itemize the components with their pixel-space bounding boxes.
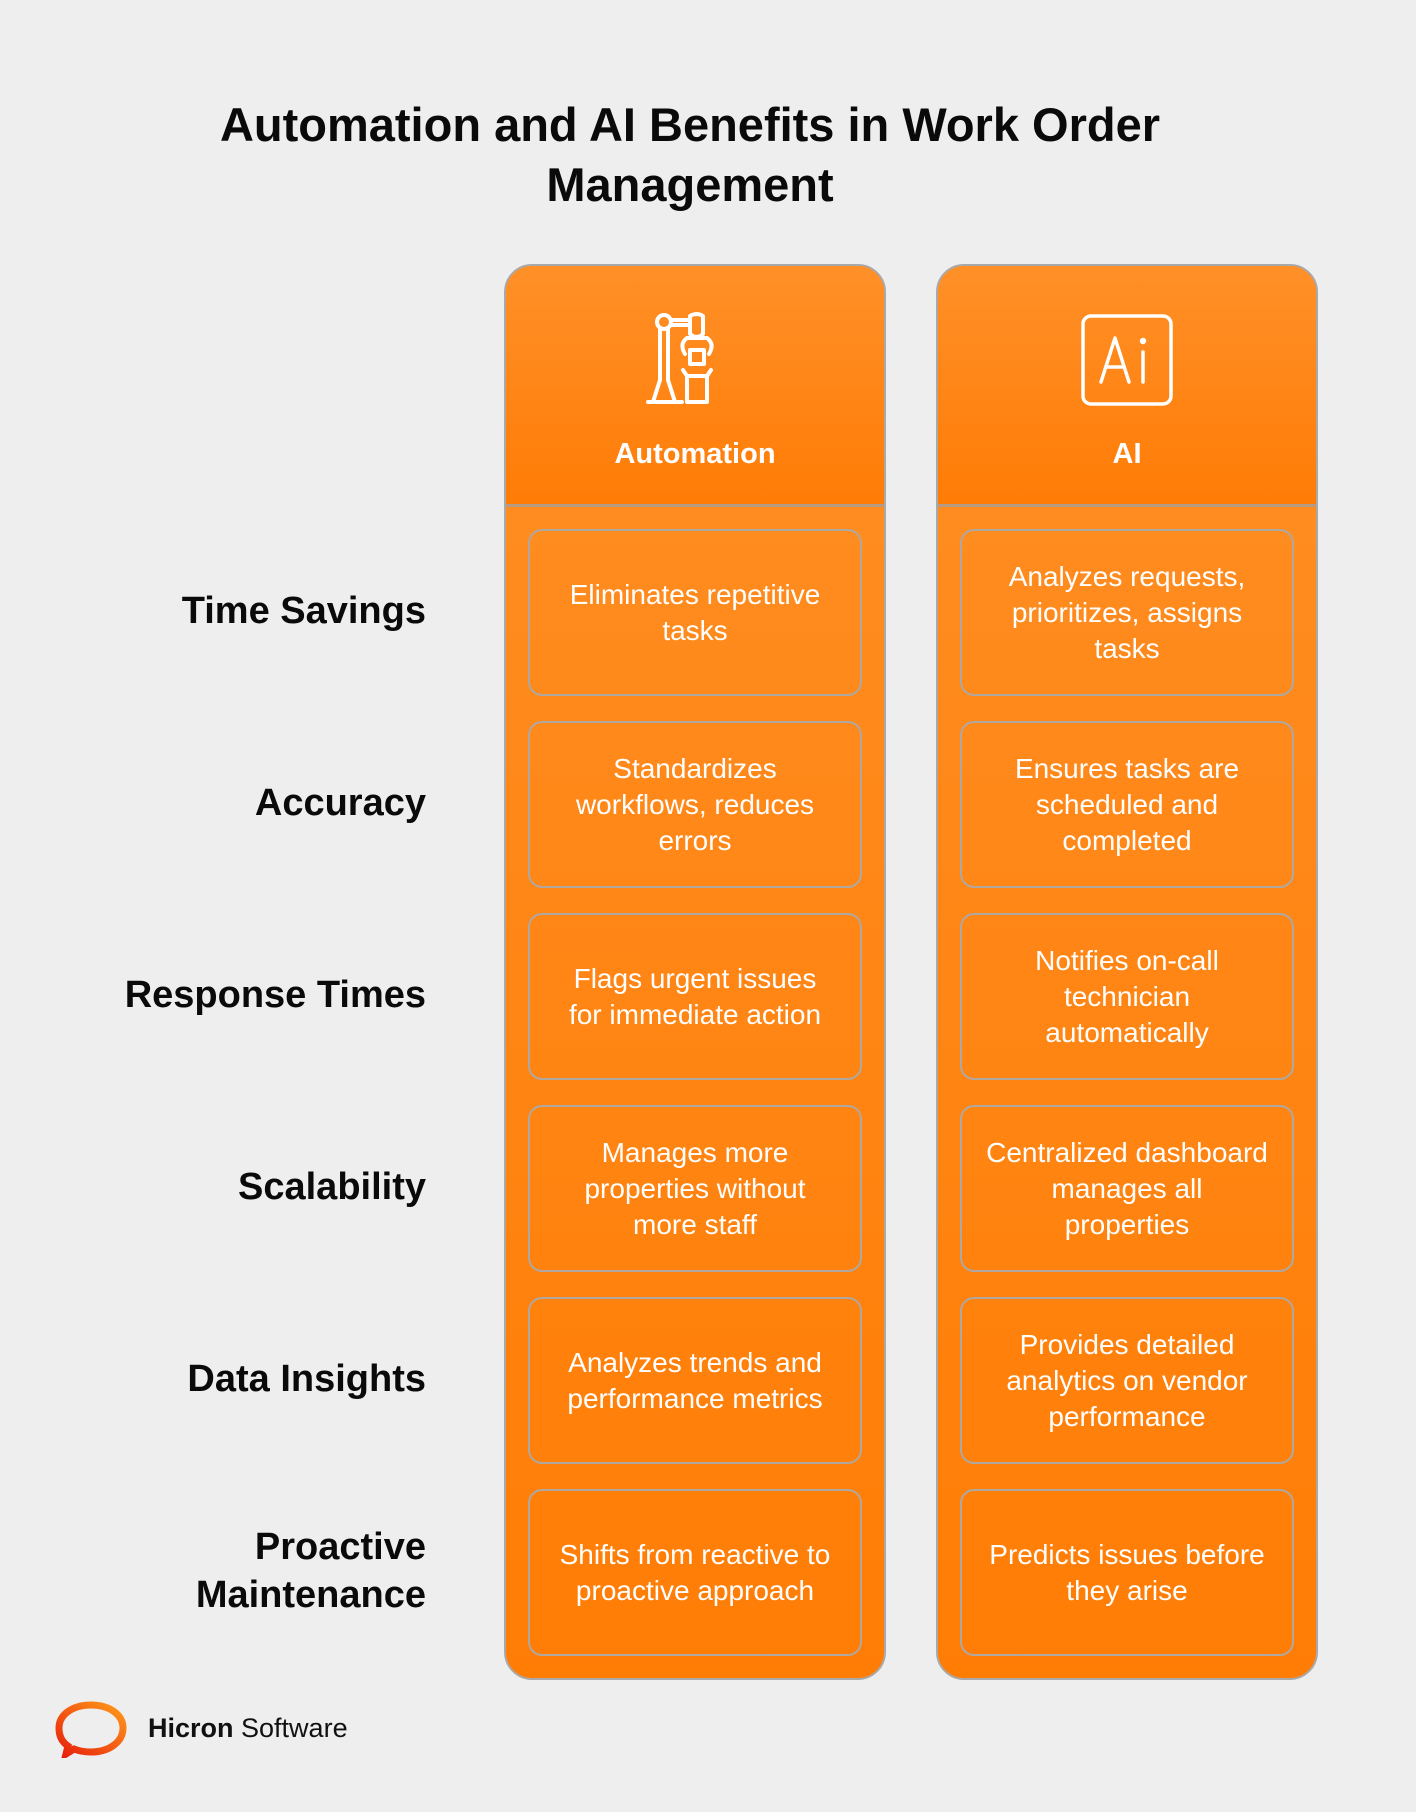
automation-response-times-card: Flags urgent issues for immediate action [528, 913, 862, 1080]
row-label-proactive-maintenance: Proactive Maintenance [195, 1526, 426, 1616]
ai-badge-icon [1077, 310, 1177, 410]
page-title [0, 95, 1380, 215]
title-line-2: Management [546, 158, 834, 211]
row-label-response-times: Response Times [124, 974, 426, 1016]
row-label-time-savings: Time Savings [181, 590, 426, 632]
row-label-scalability: Scalability [238, 1166, 426, 1208]
brand-name-regular: Software [241, 1713, 348, 1743]
automation-time-savings-card: Eliminates repetitive tasks [528, 529, 862, 696]
ai-data-insights-card: Provides detailed analytics on vendor performance [960, 1297, 1294, 1464]
ai-proactive-maintenance-card: Predicts issues before they arise [960, 1489, 1294, 1656]
ai-response-times-card: Notifies on-call technician automatically [960, 913, 1294, 1080]
ai-accuracy-card: Ensures tasks are scheduled and completed [960, 721, 1294, 888]
hicron-logo-icon [54, 1700, 128, 1758]
robotic-arm-icon [645, 310, 745, 410]
row-label-accuracy: Accuracy [254, 782, 426, 824]
automation-data-insights-card: Analyzes trends and performance metrics [528, 1297, 862, 1464]
ai-scalability-card: Centralized dashboard manages all properties [960, 1105, 1294, 1272]
row-label-data-insights: Data Insights [187, 1358, 426, 1400]
ai-column-label: AI [1112, 438, 1142, 470]
automation-column-label: Automation [614, 438, 776, 470]
automation-scalability-card: Manages more properties without more staff [528, 1105, 862, 1272]
automation-column [504, 264, 886, 1680]
brand-name [148, 1713, 348, 1744]
title-line-1: Automation and AI Benefits in Work Order [219, 98, 1161, 151]
automation-accuracy-card: Standardizes workflows, reduces errors [528, 721, 862, 888]
automation-proactive-maintenance-card: Shifts from reactive to proactive approach [528, 1489, 862, 1656]
ai-column [936, 264, 1318, 1680]
brand-name-bold: Hicron [148, 1713, 234, 1743]
automation-column-header [506, 266, 884, 507]
ai-time-savings-card: Analyzes requests, prioritizes, assigns tasks [960, 529, 1294, 696]
ai-column-header [938, 266, 1316, 507]
